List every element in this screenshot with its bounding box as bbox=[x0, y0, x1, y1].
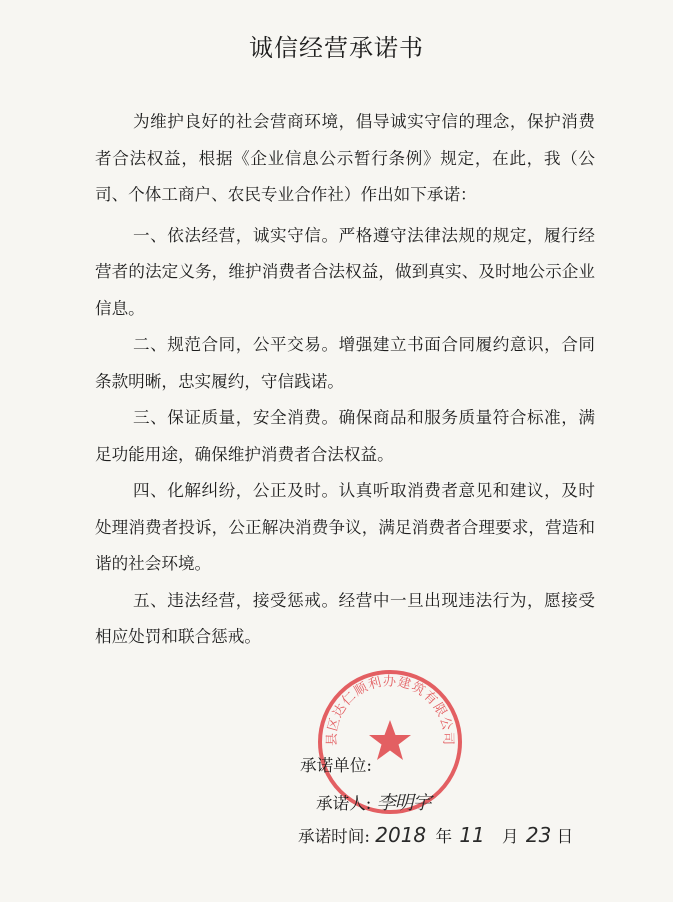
document-body bbox=[95, 104, 595, 656]
year-unit: 年 bbox=[435, 827, 453, 846]
time-label: 承诺时间: bbox=[298, 827, 370, 846]
seal-star-icon bbox=[369, 720, 411, 760]
person-label: 承诺人: bbox=[316, 794, 372, 813]
person-line bbox=[316, 788, 431, 815]
commitment-item-4: 四、化解纠纷，公正及时。认真听取消费者意见和建议，及时处理消费者投诉，公正解决消费争议，满足消费者合理要求，营造和谐的社会环境。 bbox=[95, 481, 595, 573]
commitment-item-3: 三、保证质量，安全消费。确保商品和服务质量符合标准，满足功能用途，确保维护消费者合法权益。 bbox=[95, 408, 595, 464]
document-title: 诚信经营承诺书 bbox=[249, 34, 424, 62]
commitment-item-5: 五、违法经营，接受惩戒。经营中一旦出现违法行为，愿接受相应处罚和联合惩戒。 bbox=[95, 590, 595, 646]
seal-text: 县区达仁顺利办建筑有限公司 bbox=[324, 674, 456, 747]
person-signature: 李明宇 bbox=[376, 792, 431, 814]
month-handwritten: 11 bbox=[459, 823, 485, 847]
commitment-item-2: 二、规范合同，公平交易。增强建立书面合同履约意识，合同条款明晰，忠实履约，守信践诺。 bbox=[95, 335, 595, 391]
year-handwritten: 2018 bbox=[375, 823, 427, 847]
unit-label: 承诺单位: bbox=[300, 756, 372, 775]
date-line bbox=[298, 823, 573, 847]
commitment-item-1: 一、依法经营，诚实守信。严格遵守法律法规的规定，履行经营者的法定义务，维护消费者合法权益，做到真实、及时地公示企业信息。 bbox=[95, 225, 595, 318]
day-unit: 日 bbox=[556, 827, 574, 846]
day-handwritten: 23 bbox=[525, 823, 552, 847]
intro-paragraph: 为维护良好的社会营商环境，倡导诚实守信的理念，保护消费者合法权益，根据《企业信息公示暂行条例》规定，在此，我（公司、个体工商户、农民专业合作社）作出如下承诺： bbox=[95, 112, 595, 204]
month-unit: 月 bbox=[502, 827, 519, 846]
